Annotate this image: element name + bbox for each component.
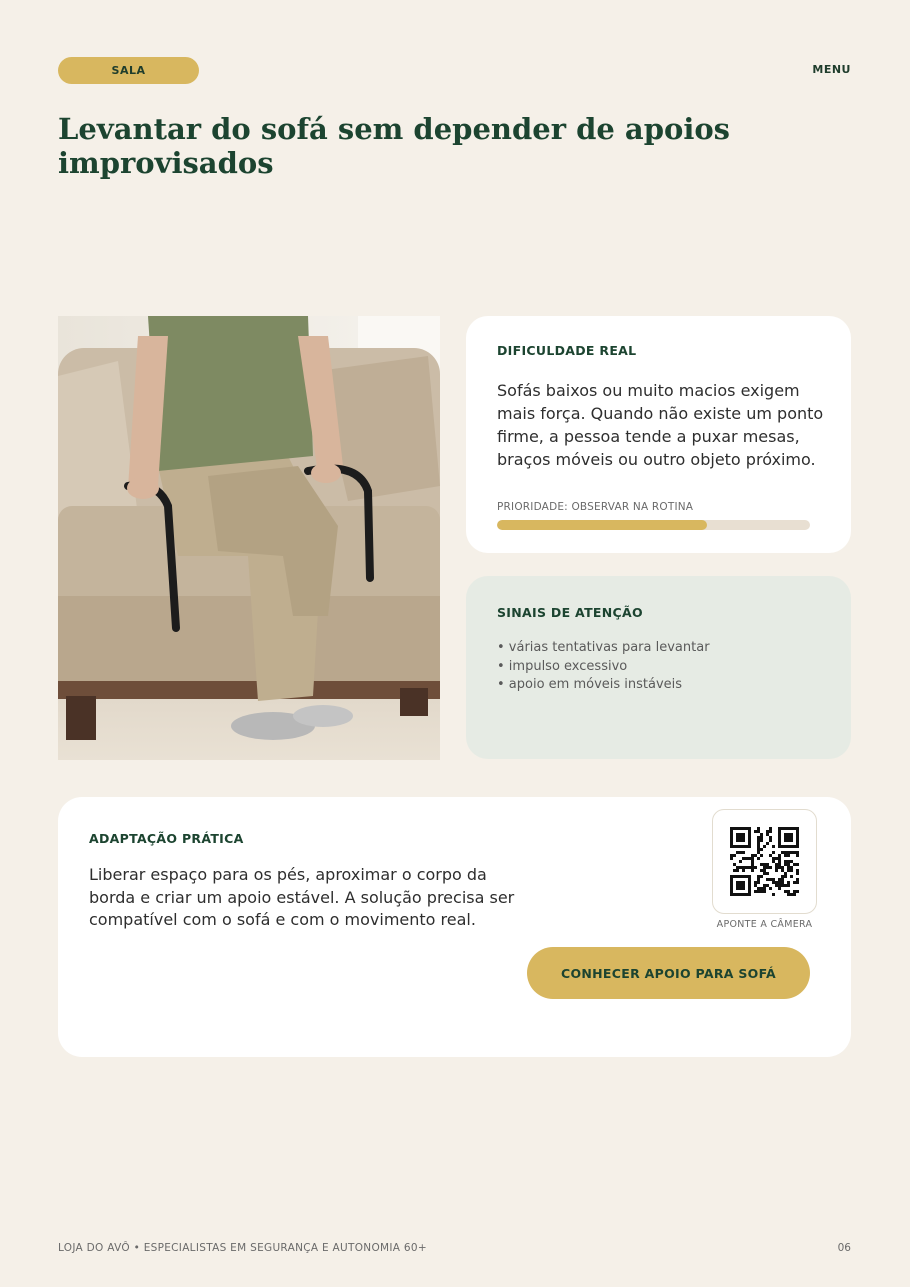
priority-label: PRIORIDADE: OBSERVAR NA ROTINA	[497, 501, 694, 513]
product-photo	[58, 316, 440, 760]
page-number: 06	[837, 1242, 851, 1254]
signs-label: SINAIS DE ATENÇÃO	[497, 605, 643, 620]
adaptation-text: Liberar espaço para os pés, aproximar o corpo da borda e criar um apoio estável. A solução precisa ser compatível com o sofá e com o movimento real.	[89, 865, 515, 929]
signs-card	[466, 576, 851, 759]
page-title: Levantar do sofá sem depender de apoios improvisados	[58, 112, 730, 180]
adaptation-card	[58, 797, 851, 1057]
qr-code-icon	[730, 827, 799, 896]
list-item: • impulso excessivo	[497, 658, 628, 674]
list-item: • apoio em móveis instáveis	[497, 677, 683, 692]
adaptation-label: ADAPTAÇÃO PRÁTICA	[89, 831, 244, 846]
priority-bar-fill	[497, 520, 707, 530]
difficulty-text: Sofás baixos ou muito macios exigem mais força. Quando não existe um ponto firme, a pessoa tende a puxar mesas, braços móveis ou outro objeto próximo.	[497, 381, 824, 469]
signs-list	[497, 639, 710, 695]
qr-caption: APONTE A CÂMERA	[716, 919, 813, 930]
difficulty-label: DIFICULDADE REAL	[497, 343, 637, 358]
priority-bar	[497, 520, 810, 530]
cta-button[interactable]: CONHECER APOIO PARA SOFÁ	[527, 947, 810, 999]
difficulty-card	[466, 316, 851, 553]
category-badge[interactable]: SALA	[58, 57, 199, 84]
list-item: • várias tentativas para levantar	[497, 640, 710, 655]
menu-button[interactable]: MENU	[812, 63, 851, 76]
qr-code[interactable]	[712, 809, 817, 914]
footer-brand: LOJA DO AVÔ • ESPECIALISTAS EM SEGURANÇA E AUTONOMIA 60+	[58, 1242, 427, 1254]
